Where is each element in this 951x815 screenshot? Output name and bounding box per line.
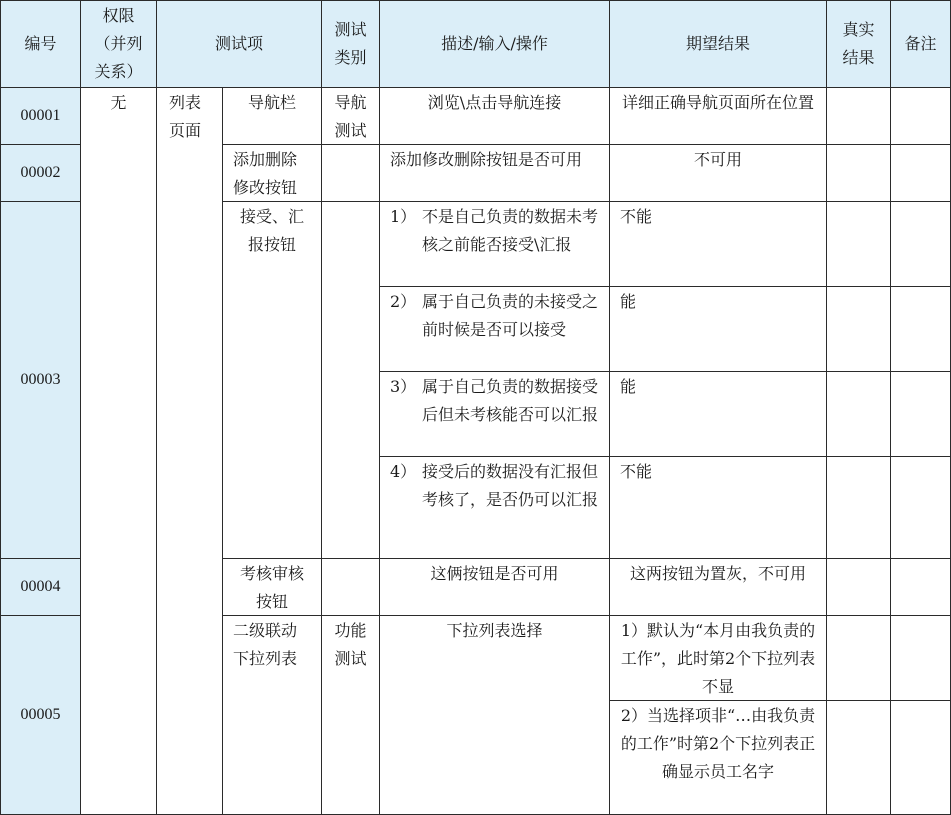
step-num: 1） [390,207,417,226]
expected-accept-2: 能 [609,286,827,372]
remarks-cell-3[interactable] [890,201,951,287]
header-id: 编号 [0,0,81,88]
actual-cell-1[interactable] [826,87,891,145]
header-actual: 真实结果 [826,0,891,88]
step-num: 2） [390,292,417,311]
step-text: 接受后的数据没有汇报但考核了，是否仍可以汇报 [422,462,599,509]
type-func: 功能测试 [321,615,380,815]
header-test-item: 测试项 [156,0,322,88]
remarks-cell-1[interactable] [890,87,951,145]
row-id-00003: 00003 [0,201,81,559]
actual-cell-2[interactable] [826,144,891,202]
desc-add-delete: 添加修改删除按钮是否可用 [379,144,610,202]
type-nav: 导航测试 [321,87,380,145]
row-id-00005: 00005 [0,615,81,815]
item-nav: 导航栏 [222,87,322,145]
actual-cell-8[interactable] [826,615,891,701]
actual-cell-5[interactable] [826,371,891,457]
item-audit: 考核审核按钮 [222,558,322,616]
desc-accept-step-4 [379,456,610,559]
type-empty-1 [321,144,380,202]
remarks-cell-5[interactable] [890,371,951,457]
remarks-cell-2[interactable] [890,144,951,202]
step-text: 不是自己负责的数据未考核之前能否接受\汇报 [422,207,599,254]
type-empty-3 [321,558,380,616]
remarks-cell-7[interactable] [890,558,951,616]
desc-cascade: 下拉列表选择 [379,615,610,815]
actual-cell-7[interactable] [826,558,891,616]
remarks-cell-6[interactable] [890,456,951,559]
expected-accept-1: 不能 [609,201,827,287]
row-id-00001: 00001 [0,87,81,145]
remarks-cell-4[interactable] [890,286,951,372]
expected-accept-3: 能 [609,371,827,457]
item-accept-report: 接受、汇报按钮 [222,201,322,559]
header-remarks: 备注 [890,0,951,88]
step-num: 4） [390,462,417,481]
step-text: 属于自己负责的未接受之前时候是否可以接受 [422,292,599,339]
actual-cell-3[interactable] [826,201,891,287]
header-description: 描述/输入/操作 [379,0,610,88]
expected-add-delete: 不可用 [609,144,827,202]
remarks-cell-9[interactable] [890,700,951,815]
desc-nav: 浏览\点击导航连接 [379,87,610,145]
header-test-type: 测试类别 [321,0,380,88]
step-text: 属于自己负责的数据接受后但未考核能否可以汇报 [422,377,599,424]
expected-nav: 详细正确导航页面所在位置 [609,87,827,145]
permission-cell: 无 [80,87,157,815]
row-id-00004: 00004 [0,558,81,616]
step-num: 3） [390,377,417,396]
desc-accept-step-2 [379,286,610,372]
item-cascade: 二级联动下拉列表 [222,615,322,815]
page-group-cell: 列表页面 [156,87,223,815]
expected-accept-4: 不能 [609,456,827,559]
desc-accept-step-1 [379,201,610,287]
desc-audit: 这俩按钮是否可用 [379,558,610,616]
expected-cascade-2: 2）当选择项非“…由我负责的工作”时第2个下拉列表正确显示员工名字 [609,700,827,815]
desc-accept-step-3 [379,371,610,457]
row-id-00002: 00002 [0,144,81,202]
type-empty-2 [321,201,380,559]
actual-cell-6[interactable] [826,456,891,559]
item-add-delete: 添加删除修改按钮 [222,144,322,202]
expected-audit: 这两按钮为置灰，不可用 [609,558,827,616]
expected-cascade-1: 1）默认为“本月由我负责的工作”，此时第2个下拉列表不显 [609,615,827,701]
header-expected: 期望结果 [609,0,827,88]
actual-cell-4[interactable] [826,286,891,372]
remarks-cell-8[interactable] [890,615,951,701]
actual-cell-9[interactable] [826,700,891,815]
header-permission: 权限（并列关系） [80,0,157,88]
